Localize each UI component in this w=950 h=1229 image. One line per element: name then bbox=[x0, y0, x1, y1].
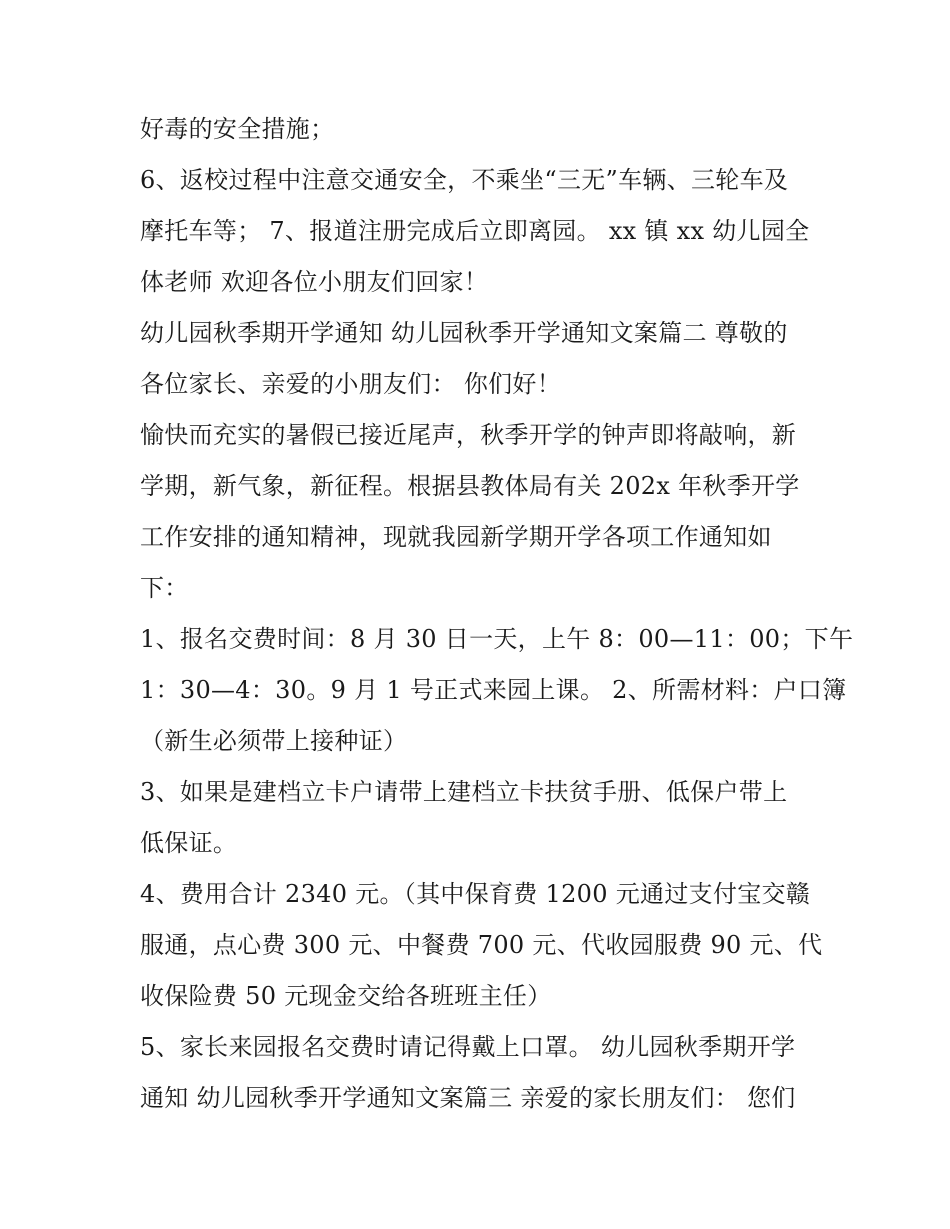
text-line: 6、返校过程中注意交通安全，不乘坐“三无”车辆、三轮车及 bbox=[140, 166, 789, 194]
document-body bbox=[140, 104, 854, 1124]
text-line: 收保险费 50 元现金交给各班班主任） bbox=[140, 982, 552, 1010]
text-line: 1、报名交费时间：8 月 30 日一天，上午 8：00—11：00；下午 bbox=[140, 625, 854, 653]
text-line: 好毒的安全措施； bbox=[140, 115, 335, 143]
text-line: 3、如果是建档立卡户请带上建档立卡扶贫手册、低保户带上 bbox=[140, 778, 788, 806]
text-line: 愉快而充实的暑假已接近尾声，秋季开学的钟声即将敲响，新 bbox=[140, 421, 797, 449]
text-line: （新生必须带上接种证） bbox=[140, 727, 408, 755]
text-line: 工作安排的通知精神，现就我园新学期开学各项工作通知如 bbox=[140, 523, 772, 551]
text-line: 摩托车等； 7、报道注册完成后立即离园。 xx 镇 xx 幼儿园全 bbox=[140, 217, 810, 245]
text-line: 幼儿园秋季期开学通知 幼儿园秋季开学通知文案篇二 尊敬的 bbox=[140, 319, 788, 347]
text-line: 4、费用合计 2340 元。（其中保育费 1200 元通过支付宝交赣 bbox=[140, 880, 811, 908]
text-line: 5、家长来园报名交费时请记得戴上口罩。 幼儿园秋季期开学 bbox=[140, 1033, 796, 1061]
text-line: 各位家长、亲爱的小朋友们： 你们好！ bbox=[140, 370, 562, 398]
text-line: 低保证。 bbox=[140, 829, 238, 857]
text-line: 1：30—4：30。9 月 1 号正式来园上课。 2、所需材料：户口簿 bbox=[140, 676, 847, 704]
text-line: 通知 幼儿园秋季开学通知文案篇三 亲爱的家长朋友们： 您们 bbox=[140, 1084, 796, 1112]
text-line: 服通，点心费 300 元、中餐费 700 元、代收园服费 90 元、代 bbox=[140, 931, 823, 959]
text-line: 学期，新气象，新征程。根据县教体局有关 202x 年秋季开学 bbox=[140, 472, 800, 500]
text-line: 体老师 欢迎各位小朋友们回家！ bbox=[140, 268, 489, 296]
text-line: 下： bbox=[140, 574, 189, 602]
